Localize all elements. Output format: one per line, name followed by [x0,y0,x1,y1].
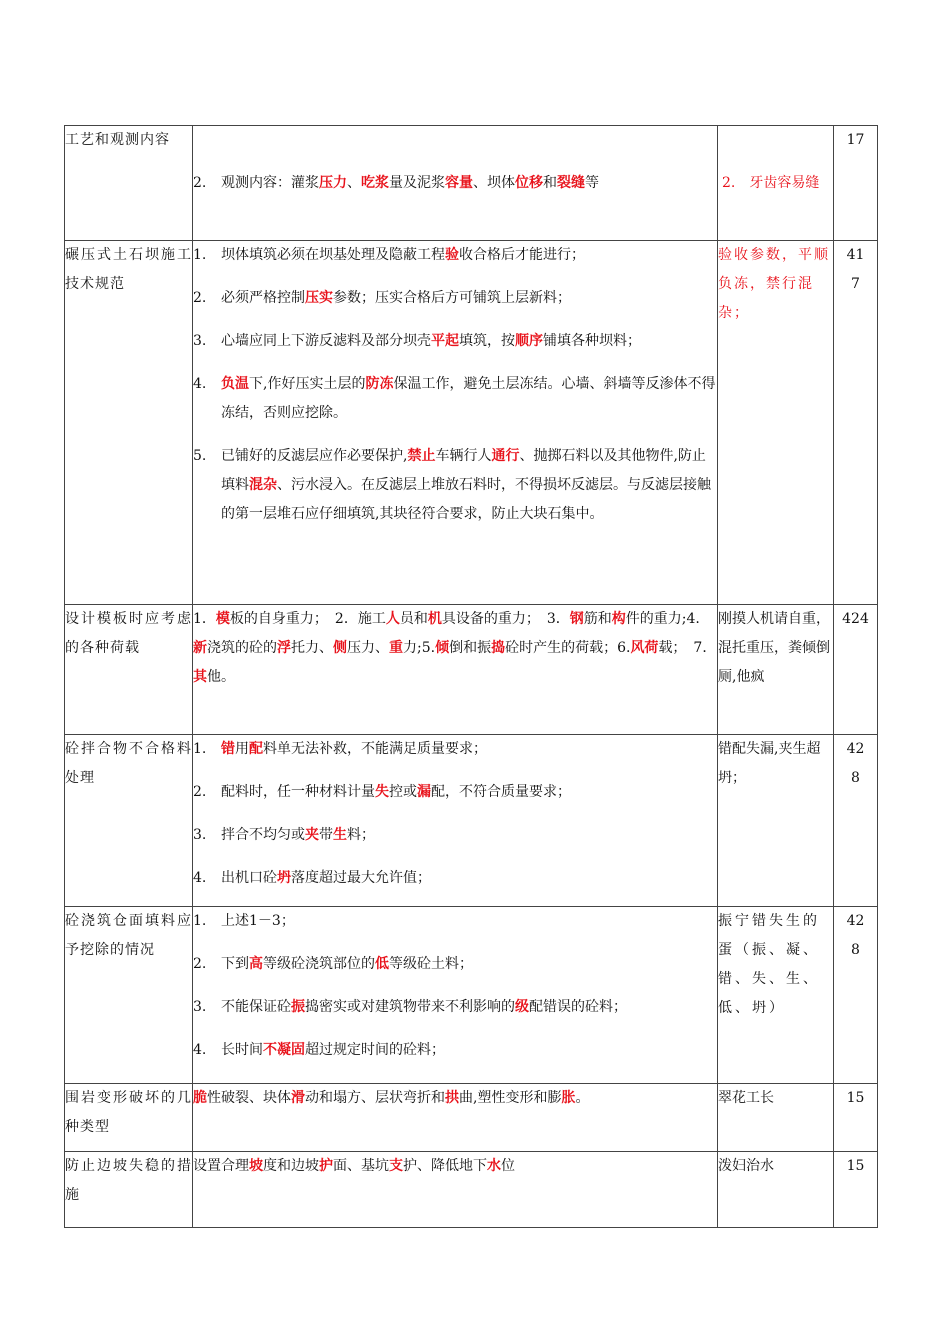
text-segment: 托力、 [291,640,333,656]
page-cell [834,735,878,907]
topic-cell [65,1152,193,1228]
keyword-highlight: 水 [487,1158,501,1174]
mnemonic-cell [718,1084,834,1152]
content-items [193,1084,717,1113]
item-text [221,907,717,936]
page-cell [834,605,878,735]
list-item [193,370,717,428]
topic-name: 砼拌合物不合格料处理 [65,741,192,786]
table-row [65,241,878,605]
topic-name: 工艺和观测内容 [65,132,170,148]
mnemonic-text: 泼妇治水 [718,1158,774,1174]
text-segment: 铺填各种坝料； [543,333,641,349]
item-number: 3. [193,827,207,843]
keyword-highlight: 滑 [291,1090,305,1106]
item-text [221,735,717,764]
item-number: 4. [193,376,207,392]
table-row [65,907,878,1084]
topic-name: 砼浇筑仓面填料应予挖除的情况 [65,913,192,958]
text-segment: 拌合不均匀或 [221,827,305,843]
text-segment: 料单无法补救，不能满足质量要求； [263,741,487,757]
keyword-highlight: 防冻 [365,376,394,392]
keyword-highlight: 模 [215,611,230,627]
text-segment: 倒和振 [449,640,492,656]
keyword-highlight: 风荷 [630,640,659,656]
item-number: 2. [193,956,207,972]
content-items [193,735,717,893]
list-item [193,1036,717,1065]
list-item [193,821,717,850]
item-text [193,1152,717,1181]
text-segment: 砼时产生的荷载；6. [505,640,631,656]
mnemonic-cell [718,1152,834,1228]
content-cell [193,126,718,241]
keyword-highlight: 重 [389,640,403,656]
content-cell [193,1152,718,1228]
keyword-highlight: 构 [611,611,626,627]
keyword-highlight: 平起 [431,333,459,349]
text-segment: 配料时，任一种材料计量 [221,784,375,800]
text-segment: 收合格后才能进行； [459,247,585,263]
text-segment: 落度超过最大允许值； [291,870,431,886]
page-number: 15 [846,1158,865,1174]
text-segment: 、抛掷石料以及其他物件,防止填料 [221,448,706,493]
topic-name: 防止边坡失稳的措施 [65,1158,192,1203]
table-row [65,1084,878,1152]
topic-name: 设计模板时应考虑的各种荷载 [65,611,192,656]
text-segment: 曲,塑性变形和膨 [459,1090,562,1106]
keyword-highlight: 级 [515,999,529,1015]
mnemonic-text: 振宁错失生的蛋（振、凝、错、失、生、低、坍） [718,913,820,1016]
mnemonic-text: 刚摸人机请自重，混托重压，粪倾倒厕,他疯 [718,611,830,685]
page-cell [834,1084,878,1152]
text-segment: 力;5. [403,640,436,656]
page-cell [834,1152,878,1228]
item-number: 1. [193,913,207,929]
mnemonic-cell [718,907,834,1084]
topic-name: 围岩变形破坏的几种类型 [65,1090,192,1135]
text-segment: 上述1－3； [221,913,295,929]
text-segment: 配，不符合质量要求； [431,784,571,800]
table-row [65,1152,878,1228]
keyword-highlight: 配 [249,741,263,757]
list-item [193,907,717,936]
text-segment: 板的自身重力； 2．施工 [229,611,386,627]
text-segment: 不能保证砼 [221,999,291,1015]
text-segment: 已铺好的反滤层应作必要保护, [221,448,408,464]
item-text [221,821,717,850]
text-segment: 员和 [399,611,428,627]
content-cell [193,241,718,605]
list-item [193,169,717,198]
mnemonic-text: 2. 牙齿容易缝 [722,174,820,191]
page-number: 15 [846,1090,865,1106]
page-number: 17 [846,132,865,148]
keyword-highlight: 吃浆 [361,174,389,191]
item-number: 1. [193,247,207,263]
topic-cell [65,1084,193,1152]
content-cell [193,735,718,907]
page-cell [834,126,878,241]
keyword-highlight: 支 [389,1158,403,1174]
page-number: 428 [846,913,865,958]
keyword-highlight: 拱 [445,1090,459,1106]
topic-name: 碾压式土石坝施工技术规范 [65,247,192,292]
item-text [221,370,717,428]
list-item [193,1152,717,1181]
list-item [193,284,717,313]
list-item [193,864,717,893]
mnemonic-text: 翠花工长 [718,1090,774,1106]
text-segment: 1． [193,611,216,627]
content-cell [193,907,718,1084]
list-item [193,442,717,529]
keyword-highlight: 脆 [193,1090,207,1106]
text-segment: 量及泥浆 [389,174,445,191]
keyword-highlight: 位移 [515,174,543,191]
text-segment: 长时间 [221,1042,263,1058]
keyword-highlight: 验 [445,247,459,263]
notes-table-body [65,126,878,1228]
content-items [193,605,717,692]
keyword-highlight: 坍 [277,870,291,886]
mnemonic-cell [718,241,834,605]
keyword-highlight: 钢 [569,611,584,627]
list-item [193,1084,717,1113]
text-segment: 出机口砼 [221,870,277,886]
item-text [221,1036,717,1065]
table-row [65,605,878,735]
keyword-highlight: 混杂 [249,477,277,493]
list-item [193,778,717,807]
content-items [193,907,717,1065]
list-item [193,241,717,270]
text-segment: 浇筑的砼的 [207,640,277,656]
list-item [193,950,717,979]
item-text [221,993,717,1022]
text-segment: 等级砼浇筑部位的 [263,956,375,972]
text-segment: 度和边坡 [263,1158,319,1174]
text-segment: 车辆行人 [435,448,492,464]
keyword-highlight: 负温 [221,376,249,392]
table-row [65,126,878,241]
keyword-highlight: 胀 [561,1090,576,1106]
item-text [221,864,717,893]
text-segment: 性破裂、块体 [207,1090,291,1106]
item-text [221,169,717,198]
content-items [193,1152,717,1181]
list-item [193,735,717,764]
text-segment: 压力、 [347,640,389,656]
text-segment: 坝体填筑必须在坝基处理及隐蔽工程 [221,247,445,263]
topic-cell [65,605,193,735]
topic-cell [65,907,193,1084]
item-text [221,778,717,807]
keyword-highlight: 生 [333,827,347,843]
list-item [193,327,717,356]
text-segment: 、 [347,174,361,191]
item-number: 4. [193,870,207,886]
item-number: 2. [193,290,207,306]
list-item [193,993,717,1022]
keyword-highlight: 裂缝 [557,174,585,191]
item-number: 3. [193,333,207,349]
item-text [193,605,717,692]
item-number: 1. [193,741,207,757]
table-row [65,735,878,907]
text-segment: 他。 [207,669,235,685]
text-segment: 载； 7． [658,640,717,656]
text-segment: 动和塌方、层状弯折和 [305,1090,445,1106]
item-number: 5. [193,448,207,464]
keyword-highlight: 坡 [249,1158,263,1174]
keyword-highlight: 夹 [305,827,319,843]
text-segment: 具设备的重力； 3． [441,611,570,627]
keyword-highlight: 人 [385,611,400,627]
text-segment: 。 [575,1090,590,1106]
keyword-highlight: 不凝固 [263,1042,305,1058]
page-number: 417 [846,247,865,292]
item-text [193,1084,717,1113]
item-text [221,284,717,313]
keyword-highlight: 护 [319,1158,333,1174]
item-number: 2. [193,784,207,800]
keyword-highlight: 禁止 [407,448,436,464]
keyword-highlight: 捣 [491,640,506,656]
text-segment: 控或 [389,784,417,800]
mnemonic-text: 错配失漏,夹生超坍； [718,741,821,786]
keyword-highlight: 倾 [435,640,450,656]
text-segment: 筋和 [583,611,612,627]
text-segment: 、污水浸入。在反滤层上堆放石料时，不得损坏反滤层。与反滤层接触的第一层堆石应仔细填筑,其块径符合要求，防止大块石集中。 [221,477,711,522]
text-segment: 、坝体 [473,174,515,191]
keyword-highlight: 漏 [417,784,431,800]
keyword-highlight: 高 [249,956,263,972]
mnemonic-cell [718,126,834,241]
page-number: 428 [846,741,865,786]
keyword-highlight: 侧 [333,640,347,656]
text-segment: 护、降低地下 [403,1158,487,1174]
text-segment: 和 [543,174,557,191]
text-segment: 超过规定时间的砼料； [305,1042,445,1058]
text-segment: 位 [501,1158,515,1174]
page-cell [834,907,878,1084]
item-text [221,950,717,979]
keyword-highlight: 振 [291,999,305,1015]
topic-cell [65,126,193,241]
item-number: 2. [193,174,207,191]
keyword-highlight: 容量 [445,174,473,191]
text-segment: 等级砼土料； [389,956,473,972]
text-segment: 带 [319,827,333,843]
notes-table [64,125,878,1228]
keyword-highlight: 新 [193,640,207,656]
text-segment: 用 [235,741,249,757]
keyword-highlight: 压实 [305,290,333,306]
mnemonic-cell [718,605,834,735]
text-segment: 下到 [221,956,249,972]
text-segment: 保温工作，避免土层冻结。心墙、斜墙等反渗体不得冻结，否则应挖除。 [221,376,716,421]
text-segment: 料； [347,827,375,843]
keyword-highlight: 低 [375,956,389,972]
item-number: 4. [193,1042,207,1058]
text-segment: 填筑，按 [459,333,515,349]
text-segment: 捣密实或对建筑物带来不利影响的 [305,999,515,1015]
content-items [193,241,717,529]
list-item [193,605,717,692]
keyword-highlight: 机 [427,611,442,627]
mnemonic-cell [718,735,834,907]
topic-cell [65,241,193,605]
keyword-highlight: 压力 [319,174,347,191]
text-segment: 面、基坑 [333,1158,389,1174]
page-cell [834,241,878,605]
keyword-highlight: 通行 [491,448,520,464]
text-segment: 心墙应同上下游反滤料及部分坝壳 [221,333,431,349]
text-segment: 观测内容：灌浆 [221,174,319,191]
text-segment: 下,作好压实土层的 [249,376,366,392]
item-text [221,327,717,356]
item-text [221,442,717,529]
text-segment: 设置合理 [193,1158,249,1174]
keyword-highlight: 其 [193,669,207,685]
page-number: 424 [842,611,869,627]
mnemonic-text: 验收参数，平顺负冻，禁行混杂； [718,247,830,321]
content-cell [193,1084,718,1152]
content-items [193,169,717,198]
text-segment: 参数；压实合格后方可铺筑上层新料； [333,290,571,306]
item-text [221,241,717,270]
topic-cell [65,735,193,907]
text-segment: 件的重力;4. [625,611,714,627]
text-segment: 必须严格控制 [221,290,305,306]
content-cell [193,605,718,735]
keyword-highlight: 失 [375,784,389,800]
keyword-highlight: 错 [221,741,235,757]
keyword-highlight: 浮 [277,640,291,656]
text-segment: 等 [585,174,599,191]
keyword-highlight: 顺序 [515,333,543,349]
item-number: 3. [193,999,207,1015]
text-segment: 配错误的砼料； [529,999,627,1015]
